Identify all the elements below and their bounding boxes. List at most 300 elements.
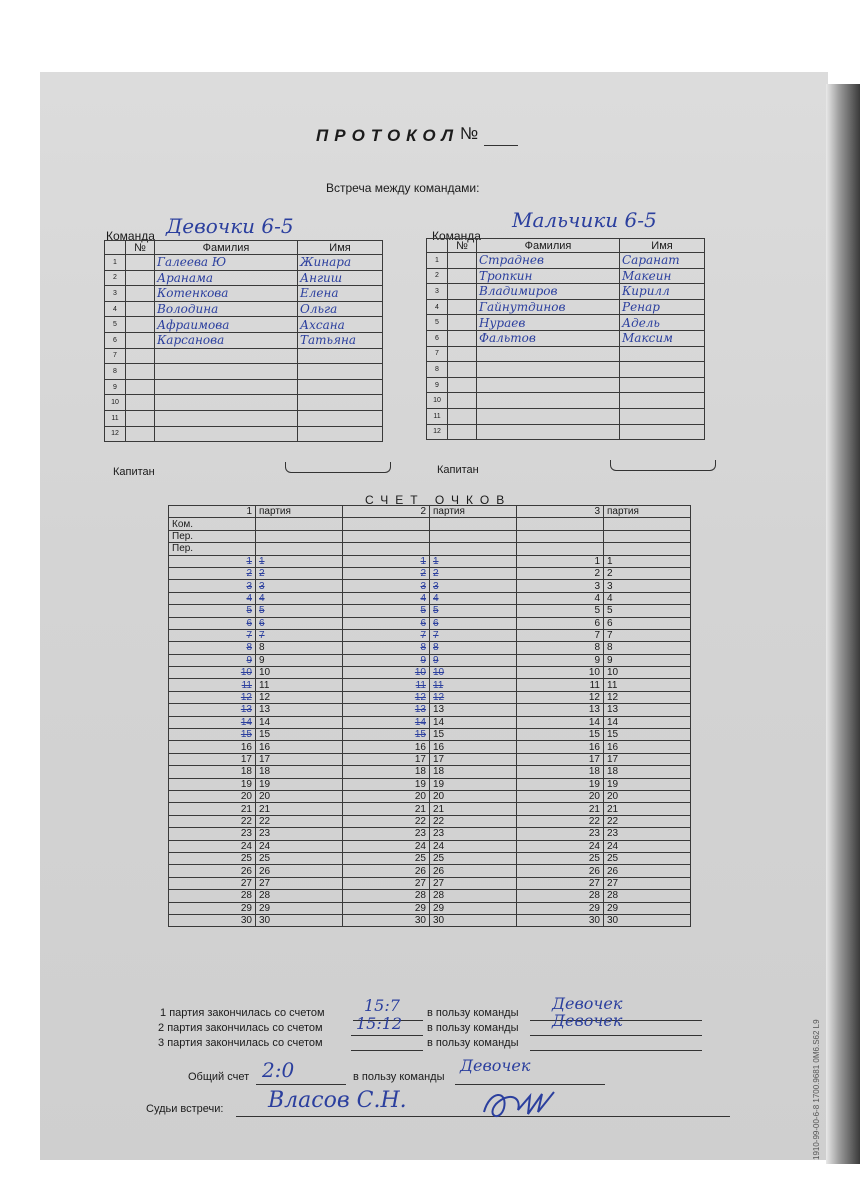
roster-row — [105, 410, 383, 426]
point-number: 3 — [420, 580, 426, 592]
point-number: 14 — [433, 716, 445, 728]
points-right-cell — [604, 605, 691, 617]
roster-first-name: Ольга — [298, 301, 383, 317]
points-left-cell — [517, 567, 604, 579]
points-left-cell — [517, 617, 604, 629]
point-number: 6 — [246, 617, 252, 629]
points-right-cell — [604, 629, 691, 641]
point-number: 22 — [433, 815, 445, 827]
point-number: 21 — [588, 803, 600, 815]
score-meta-label — [517, 543, 604, 555]
roster-player-number — [126, 395, 155, 411]
roster-row-number: 4 — [105, 301, 126, 317]
roster-row-number: 3 — [105, 286, 126, 302]
set-label-cell: партия — [256, 506, 343, 518]
point-number: 26 — [414, 865, 426, 877]
roster-player-number — [126, 317, 155, 333]
point-number: 17 — [588, 754, 600, 765]
roster-row-number: 6 — [427, 330, 448, 346]
points-row — [169, 679, 691, 691]
set-number-cell: 3 — [517, 506, 604, 518]
roster-row — [427, 299, 705, 315]
points-left-cell — [343, 667, 430, 679]
roster-player-number — [448, 299, 477, 315]
points-left-cell — [343, 778, 430, 790]
point-number: 7 — [259, 630, 265, 642]
points-right-cell — [604, 877, 691, 889]
roster-row-number: 1 — [427, 253, 448, 269]
points-left-cell — [343, 642, 430, 654]
point-number: 7 — [246, 630, 252, 642]
point-number: 6 — [594, 617, 600, 629]
judge-signature — [478, 1086, 558, 1126]
points-left-cell — [169, 605, 256, 617]
point-number: 13 — [414, 704, 426, 716]
points-right-cell — [604, 840, 691, 852]
roster-first-name: Макеин — [620, 268, 705, 284]
points-right-cell — [256, 815, 343, 827]
points-right-cell — [256, 567, 343, 579]
points-left-cell — [343, 629, 430, 641]
points-right-cell — [430, 642, 517, 654]
roster-row — [105, 395, 383, 411]
point-number: 19 — [588, 778, 600, 790]
points-left-cell — [343, 654, 430, 666]
points-left-cell — [517, 642, 604, 654]
roster-row-number: 8 — [105, 364, 126, 380]
point-number: 20 — [259, 791, 271, 803]
result-set1-score: 15:7 — [364, 996, 400, 1015]
point-number: 30 — [588, 915, 600, 927]
captain-left-field — [285, 462, 391, 473]
points-left-cell — [517, 605, 604, 617]
points-right-cell — [430, 840, 517, 852]
roster-last-name — [155, 410, 298, 426]
points-right-cell — [604, 790, 691, 802]
point-number: 20 — [240, 791, 252, 803]
score-meta-row — [169, 543, 691, 555]
point-number: 1 — [246, 555, 252, 567]
point-number: 9 — [433, 654, 439, 666]
team-right-name: Мальчики 6-5 — [512, 208, 657, 232]
roster-row-number: 8 — [427, 362, 448, 378]
points-right-cell — [604, 592, 691, 604]
point-number: 21 — [259, 803, 271, 815]
points-left-cell — [517, 729, 604, 741]
point-number: 8 — [594, 642, 600, 654]
point-number: 19 — [433, 778, 445, 790]
point-number: 17 — [433, 754, 445, 765]
roster-header-last: Фамилия — [155, 241, 298, 255]
point-number: 19 — [414, 778, 426, 790]
points-right-cell — [430, 605, 517, 617]
point-number: 11 — [241, 679, 252, 691]
point-number: 3 — [607, 580, 613, 592]
points-right-cell — [604, 865, 691, 877]
points-left-cell — [169, 691, 256, 703]
points-left-cell — [169, 555, 256, 567]
roster-player-number — [126, 364, 155, 380]
points-left-cell — [169, 704, 256, 716]
roster-last-name: Володина — [155, 301, 298, 317]
points-right-cell — [430, 704, 517, 716]
score-title: СЧЕТ ОЧКОВ — [365, 493, 512, 507]
points-left-cell — [169, 753, 256, 765]
point-number: 10 — [588, 667, 600, 679]
roster-row — [105, 364, 383, 380]
points-row — [169, 629, 691, 641]
point-number: 6 — [433, 617, 439, 629]
point-number: 26 — [433, 865, 445, 877]
point-number: 13 — [607, 704, 619, 716]
roster-player-number — [126, 426, 155, 442]
point-number: 27 — [607, 877, 619, 889]
point-number: 25 — [240, 853, 252, 865]
points-left-cell — [169, 840, 256, 852]
result-set2-line — [158, 1022, 323, 1034]
score-meta-label — [343, 518, 430, 530]
point-number: 10 — [414, 667, 426, 679]
roster-last-name — [477, 393, 620, 409]
points-right-cell — [256, 753, 343, 765]
points-row — [169, 778, 691, 790]
points-right-cell — [430, 914, 517, 926]
point-number: 24 — [259, 840, 271, 852]
points-right-cell — [256, 580, 343, 592]
roster-last-name: Нураев — [477, 315, 620, 331]
points-right-cell — [430, 617, 517, 629]
point-number: 7 — [433, 630, 439, 642]
point-number: 29 — [259, 902, 271, 914]
point-number: 16 — [259, 741, 271, 753]
roster-first-name — [620, 424, 705, 440]
roster-last-name: Владимиров — [477, 284, 620, 300]
points-left-cell — [343, 840, 430, 852]
points-right-cell — [604, 642, 691, 654]
points-right-cell — [430, 679, 517, 691]
point-number: 9 — [607, 654, 613, 666]
point-number: 15 — [607, 729, 619, 741]
point-number: 13 — [259, 704, 271, 716]
point-number: 11 — [259, 679, 270, 691]
point-number: 17 — [414, 754, 426, 765]
points-right-cell — [604, 691, 691, 703]
points-left-cell — [343, 580, 430, 592]
points-right-cell — [256, 852, 343, 864]
points-left-cell — [343, 828, 430, 840]
points-right-cell — [256, 605, 343, 617]
roster-last-name — [477, 362, 620, 378]
point-number: 8 — [259, 642, 265, 654]
set-number-cell: 2 — [343, 506, 430, 518]
roster-row — [427, 330, 705, 346]
roster-row — [427, 268, 705, 284]
point-number: 14 — [607, 716, 619, 728]
points-right-cell — [256, 691, 343, 703]
points-row — [169, 828, 691, 840]
result-set3-line — [158, 1037, 323, 1049]
points-row — [169, 815, 691, 827]
point-number: 23 — [607, 828, 619, 840]
point-number: 5 — [420, 605, 426, 617]
points-table — [168, 505, 691, 927]
point-number: 1 — [433, 555, 439, 567]
roster-row — [427, 346, 705, 362]
points-left-cell — [517, 667, 604, 679]
result-set1-line — [160, 1007, 325, 1019]
score-meta-label: Ком. — [169, 518, 256, 530]
roster-first-name — [620, 346, 705, 362]
scan-edge-shadow — [826, 84, 860, 1164]
roster-last-name — [155, 364, 298, 380]
team-left-name: Девочки 6-5 — [166, 214, 294, 238]
points-left-cell — [169, 766, 256, 778]
point-number: 30 — [259, 915, 271, 927]
point-number: 5 — [259, 605, 265, 617]
points-left-cell — [169, 617, 256, 629]
point-number: 11 — [589, 679, 600, 691]
point-number: 21 — [240, 803, 252, 815]
point-number: 11 — [415, 679, 426, 691]
point-number: 18 — [433, 766, 445, 778]
point-number: 5 — [594, 605, 600, 617]
roster-last-name: Афраимова — [155, 317, 298, 333]
point-number: 21 — [433, 803, 445, 815]
point-number: 22 — [414, 815, 426, 827]
points-right-cell — [256, 704, 343, 716]
points-row — [169, 902, 691, 914]
points-right-cell — [430, 865, 517, 877]
point-number: 15 — [240, 729, 252, 741]
point-number: 21 — [607, 803, 619, 815]
team-left-roster — [104, 240, 383, 442]
points-right-cell — [256, 555, 343, 567]
roster-player-number — [126, 270, 155, 286]
points-left-cell — [169, 741, 256, 753]
point-number: 17 — [259, 754, 271, 765]
roster-row — [105, 317, 383, 333]
points-left-cell — [517, 890, 604, 902]
score-meta-label — [343, 530, 430, 542]
roster-first-name: Ахсана — [298, 317, 383, 333]
score-meta-row — [169, 518, 691, 530]
roster-row — [105, 348, 383, 364]
set-label-cell: партия — [430, 506, 517, 518]
points-right-cell — [256, 766, 343, 778]
score-meta-value — [604, 543, 691, 555]
points-right-cell — [430, 828, 517, 840]
point-number: 2 — [259, 568, 265, 580]
points-left-cell — [517, 679, 604, 691]
roster-player-number — [126, 301, 155, 317]
points-left-cell — [343, 890, 430, 902]
point-number: 8 — [607, 642, 613, 654]
roster-first-name: Жинара — [298, 255, 383, 271]
roster-last-name: Аранама — [155, 270, 298, 286]
point-number: 12 — [259, 692, 271, 704]
result-set1-num: 1 — [160, 1007, 167, 1019]
point-number: 6 — [259, 617, 265, 629]
points-row — [169, 753, 691, 765]
result-set2-score: 15:12 — [356, 1014, 403, 1033]
roster-first-name: Саранат — [620, 253, 705, 269]
point-number: 21 — [414, 803, 426, 815]
result-set2-num: 2 — [158, 1022, 165, 1034]
point-number: 9 — [259, 654, 265, 666]
point-number: 2 — [420, 568, 426, 580]
point-number: 10 — [240, 667, 252, 679]
points-right-cell — [604, 567, 691, 579]
roster-header-no: № — [126, 241, 155, 255]
points-right-cell — [256, 803, 343, 815]
total-score-value: 2:0 — [262, 1058, 295, 1082]
points-left-cell — [517, 766, 604, 778]
points-right-cell — [430, 691, 517, 703]
score-meta-label: Пер. — [169, 530, 256, 542]
team-right-roster — [426, 238, 705, 440]
score-meta-value — [604, 518, 691, 530]
points-left-cell — [343, 716, 430, 728]
points-left-cell — [343, 852, 430, 864]
roster-last-name — [477, 408, 620, 424]
points-left-cell — [517, 753, 604, 765]
points-right-cell — [604, 580, 691, 592]
points-right-cell — [430, 567, 517, 579]
point-number: 13 — [588, 704, 600, 716]
roster-row-number: 10 — [105, 395, 126, 411]
roster-player-number — [448, 330, 477, 346]
side-print-code: 1910-99-00-6-8 1700.9681 0M6.S62 L9 — [812, 1019, 821, 1160]
roster-last-name — [477, 424, 620, 440]
point-number: 1 — [594, 555, 600, 567]
point-number: 24 — [433, 840, 445, 852]
roster-row — [105, 255, 383, 271]
judges-value: Власов С.Н. — [268, 1088, 407, 1113]
score-meta-label — [343, 543, 430, 555]
points-right-cell — [256, 741, 343, 753]
points-left-cell — [169, 729, 256, 741]
roster-first-name — [298, 348, 383, 364]
points-right-cell — [256, 877, 343, 889]
roster-last-name — [155, 348, 298, 364]
roster-first-name: Максим — [620, 330, 705, 346]
points-left-cell — [169, 580, 256, 592]
points-left-cell — [169, 877, 256, 889]
point-number: 1 — [420, 555, 426, 567]
points-left-cell — [169, 790, 256, 802]
points-left-cell — [343, 679, 430, 691]
point-number: 4 — [433, 592, 439, 604]
point-number: 20 — [433, 791, 445, 803]
points-left-cell — [517, 803, 604, 815]
point-number: 19 — [240, 778, 252, 790]
point-number: 3 — [246, 580, 252, 592]
point-number: 24 — [240, 840, 252, 852]
point-number: 16 — [414, 741, 426, 753]
points-left-cell — [169, 778, 256, 790]
point-number: 13 — [240, 704, 252, 716]
protocol-number-label: № — [460, 124, 479, 143]
roster-player-number — [448, 253, 477, 269]
points-right-cell — [604, 617, 691, 629]
points-row — [169, 580, 691, 592]
points-row — [169, 865, 691, 877]
point-number: 22 — [588, 815, 600, 827]
roster-player-number — [448, 315, 477, 331]
roster-row — [427, 408, 705, 424]
points-left-cell — [343, 877, 430, 889]
roster-player-number — [126, 379, 155, 395]
points-row — [169, 729, 691, 741]
points-left-cell — [517, 852, 604, 864]
roster-last-name: Фальтов — [477, 330, 620, 346]
roster-row-number: 3 — [427, 284, 448, 300]
set-label-cell: партия — [604, 506, 691, 518]
roster-last-name — [477, 377, 620, 393]
points-right-cell — [604, 654, 691, 666]
point-number: 12 — [240, 692, 252, 704]
roster-row — [427, 377, 705, 393]
roster-player-number — [448, 393, 477, 409]
points-left-cell — [169, 803, 256, 815]
point-number: 22 — [240, 815, 252, 827]
points-row — [169, 741, 691, 753]
points-row — [169, 890, 691, 902]
point-number: 28 — [259, 890, 271, 902]
roster-first-name — [620, 377, 705, 393]
points-right-cell — [604, 753, 691, 765]
point-number: 9 — [594, 654, 600, 666]
result-set3-favor: в пользу команды — [427, 1037, 519, 1049]
points-left-cell — [169, 642, 256, 654]
point-number: 19 — [259, 778, 271, 790]
points-left-cell — [517, 741, 604, 753]
points-left-cell — [343, 865, 430, 877]
points-right-cell — [256, 617, 343, 629]
point-number: 18 — [259, 766, 271, 778]
roster-row — [105, 286, 383, 302]
points-right-cell — [256, 865, 343, 877]
point-number: 16 — [588, 741, 600, 753]
score-meta-row — [169, 530, 691, 542]
roster-player-number — [126, 332, 155, 348]
point-number: 10 — [607, 667, 619, 679]
point-number: 16 — [433, 741, 445, 753]
points-row — [169, 852, 691, 864]
points-right-cell — [604, 741, 691, 753]
points-left-cell — [343, 766, 430, 778]
roster-first-name: Елена — [298, 286, 383, 302]
roster-last-name — [155, 379, 298, 395]
point-number: 30 — [607, 915, 619, 927]
judges-label: Судьи встречи: — [146, 1103, 224, 1115]
roster-row — [427, 315, 705, 331]
score-meta-label — [517, 518, 604, 530]
points-right-cell — [430, 815, 517, 827]
point-number: 8 — [420, 642, 426, 654]
point-number: 12 — [433, 692, 445, 704]
point-number: 12 — [588, 692, 600, 704]
roster-last-name — [155, 395, 298, 411]
points-right-cell — [430, 592, 517, 604]
points-right-cell — [256, 679, 343, 691]
point-number: 18 — [240, 766, 252, 778]
roster-header-first: Имя — [298, 241, 383, 255]
points-left-cell — [517, 828, 604, 840]
point-number: 10 — [259, 667, 271, 679]
point-number: 24 — [607, 840, 619, 852]
points-left-cell — [343, 790, 430, 802]
